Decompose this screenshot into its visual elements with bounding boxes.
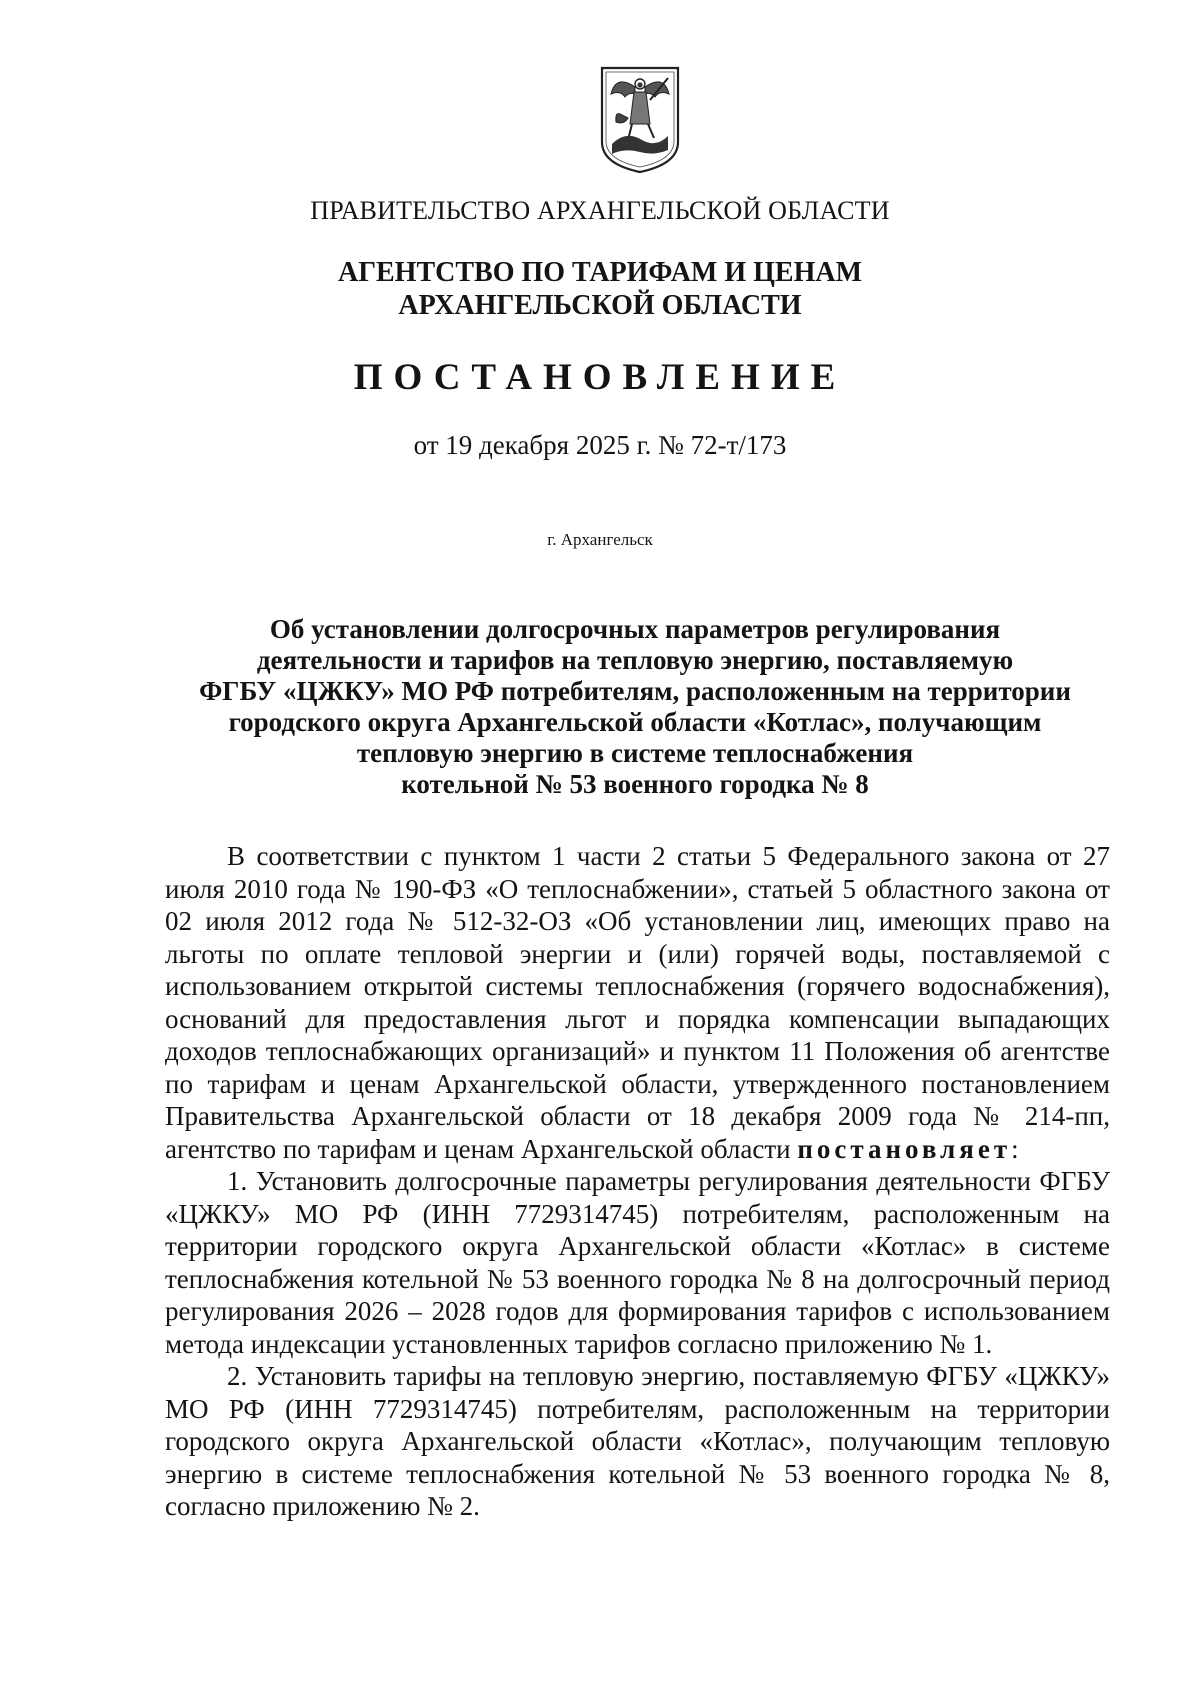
- subject-line: Об установлении долгосрочных параметров регулирования: [269, 614, 1001, 644]
- subject-line: деятельности и тарифов на тепловую энергию, поставляемую: [256, 645, 1014, 675]
- item-1-paragraph: 1. Установить долгосрочные параметры регулирования деятельности ФГБУ «ЦЖКУ» МО РФ (ИНН 7729314745) потребителям, расположенным на территории городского округа Архангельской области «Котлас» в системе теплоснабжения котельной № 53 военного городка № 8 на долгосрочный период регулирования 2026 – 2028 годов для формирования тарифов с использованием метода индексации установленных тарифов согласно приложению № 1.: [165, 1166, 1110, 1359]
- subject-line: городского округа Архангельской области «Котлас», получающим: [228, 707, 1042, 737]
- subject-line: котельной № 53 военного городка № 8: [401, 769, 869, 799]
- document-date-number: от 19 декабря 2025 г. № 72-т/173: [413, 430, 787, 460]
- government-name: ПРАВИТЕЛЬСТВО АРХАНГЕЛЬСКОЙ ОБЛАСТИ: [310, 196, 890, 225]
- document-subject: [170, 614, 1100, 800]
- subject-line: тепловую энергию в системе теплоснабжения: [356, 738, 914, 768]
- agency-name: [0, 256, 1200, 322]
- agency-name-line: АРХАНГЕЛЬСКОЙ ОБЛАСТИ: [398, 290, 802, 321]
- document-type: ПОСТАНОВЛЕНИЕ: [353, 357, 847, 398]
- document-body: [165, 840, 1110, 1523]
- preamble-paragraph: [165, 840, 1110, 1165]
- item-2-paragraph: 2. Установить тарифы на тепловую энергию, поставляемую ФГБУ «ЦЖКУ» МО РФ (ИНН 7729314745) потребителям, расположенным на территории городского округа Архангельской области «Котлас», получающим тепловую энергию в системе теплоснабжения котельной № 53 военного городка № 8, согласно приложению № 2.: [165, 1361, 1110, 1521]
- resolves-suffix: :: [1011, 1133, 1019, 1164]
- agency-name-line: АГЕНТСТВО ПО ТАРИФАМ И ЦЕНАМ: [337, 257, 863, 288]
- archangel-coat-of-arms-icon: [598, 64, 682, 176]
- resolves-word: постановляет: [797, 1133, 1012, 1164]
- document-city: г. Архангельск: [547, 530, 653, 549]
- subject-line: ФГБУ «ЦЖКУ» МО РФ потребителям, расположенным на территории: [199, 676, 1071, 706]
- preamble-text: В соответствии с пунктом 1 части 2 статьи 5 Федерального закона от 27 июля 2010 года № 190-ФЗ «О теплоснабжении», статьей 5 областного закона от 02 июля 2012 года № 512-32-ОЗ «Об установлении лиц, имеющих право на льготы по оплате тепловой энергии и (или) горячей воды, поставляемой с использованием открытой системы теплоснабжения (горячего водоснабжения), оснований для предоставления льгот и порядка компенсации выпадающих доходов теплоснабжающих организаций» и пунктом 11 Положения об агентстве по тарифам и ценам Архангельской области, утвержденного постановлением Правительства Архангельской области от 18 декабря 2009 года № 214-пп, агентство по тарифам и ценам Архангельской области: [165, 841, 1110, 1164]
